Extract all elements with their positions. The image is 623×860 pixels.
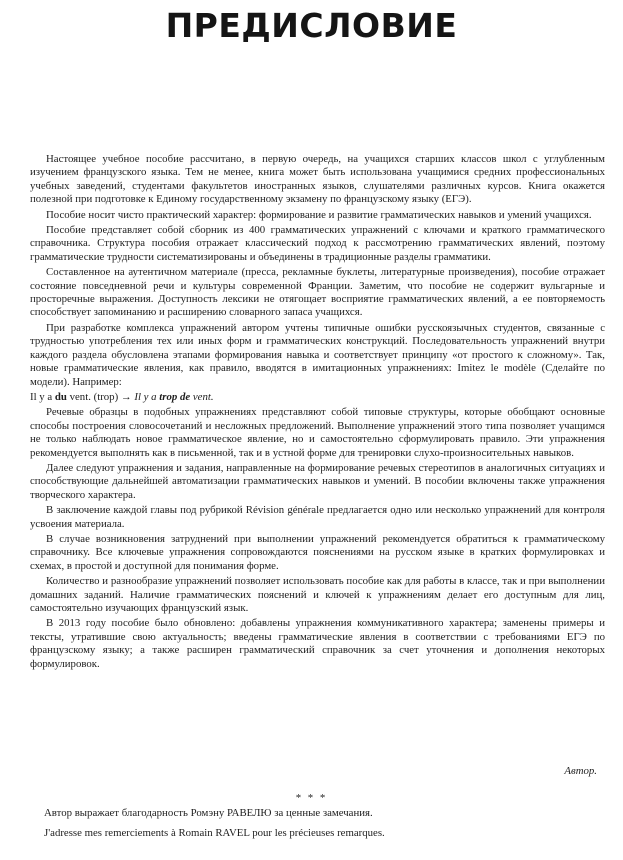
acknowledgement-ru: Автор выражает благодарность Ромэну РАВЕЛЮ за ценные замечания. bbox=[44, 807, 373, 819]
example-text: vent. (trop) → bbox=[66, 390, 135, 403]
paragraph: В случае возникновения затруднений при выполнении упражнений рекомендуется обратиться к грамматическому справочнику. Все ключевые упражнения сопровождаются пояснениями на русском языке в кратких формулировках и схемах, в простой и доступной для понимания форме. bbox=[30, 532, 605, 572]
example-text: Il y a bbox=[30, 390, 55, 403]
paragraph: Пособие представляет собой сборник из 400 грамматических упражнений с ключами и краткого грамматического справочника. Структура пособия отражает классический подход к рассмотрению грамматических явлений, поэтому грамматические трудности систематизированы и объединены в традиционные разделы грамматики. bbox=[30, 224, 605, 263]
paragraph: В заключение каждой главы под рубрикой Révision générale предлагается одно или несколько упражнений для контроля усвоения материала. bbox=[30, 504, 605, 530]
paragraph: Речевые образцы в подобных упражнениях представляют собой типовые структуры, которые обобщают основные способы построения словосочетаний и несложных предложений. Выполнение упражнений этого типа позволяет учащимся не только наблюдать новое грамматическое явление, но и самостоятельно сформулировать правило. Эти упражнения рекомендуется выполнять как в письменной, так и в устной форме для тренировки слухо-произносительных навыков. bbox=[30, 406, 605, 459]
example-bold: du bbox=[54, 390, 67, 403]
paragraph: Настоящее учебное пособие рассчитано, в первую очередь, на учащихся старших классов школ с углубленным изучением французского языка. Тем не менее, книга может быть использована учащимися средних профессиональных учебных заведений, студентами факультетов иностранных языков, слушателями различных курсов. Книга окажется полезной при подготовке к Единому государственному экзамену по французскому языку (ЕГЭ). bbox=[30, 153, 605, 206]
example-sentence bbox=[30, 391, 605, 404]
paragraph: Пособие носит чисто практический характер: формирование и развитие грамматических навыков и умений учащихся. bbox=[46, 208, 592, 221]
paragraph: В 2013 году пособие было обновлено: добавлены упражнения коммуникативного характера; заменены примеры и тексты, утратившие свою актуальность; введены грамматические явления в соответствии с требованиями ЕГЭ по французскому языку; а также расширен грамматический справочник за счет уточнения и дополнения некоторых формулировок. bbox=[30, 617, 605, 670]
example-italic: Il y a bbox=[134, 390, 160, 403]
paragraph: Составленное на аутентичном материале (пресса, рекламные буклеты, литературные произведения), пособие отражает состояние повседневной речи и культуры современной Франции. Заметим, что пособие не содержит вульгарные и просторечные выражения. Доступность лексики не отягощает восприятие грамматических явлений, а ее повторяемость способствует запоминанию и расширению словарного запаса учащихся. bbox=[30, 266, 605, 319]
author-signature: Автор. bbox=[564, 765, 597, 777]
paragraph: При разработке комплекса упражнений автором учтены типичные ошибки русскоязычных студентов, связанные с трудностью употребления тех или иных форм и грамматических конструкций. Последовательность упражнений внутри каждого раздела обусловлена этапами формирования навыка и соответствует принципу «от простого к сложному». Так, новые грамматические явления, как правило, вводятся в имитационных упражнениях: Imitez le modèle (Сделайте по модели). Например: bbox=[30, 321, 605, 388]
example-bold-italic: trop de bbox=[159, 390, 191, 403]
preface-body bbox=[30, 153, 605, 673]
example-italic: vent. bbox=[190, 390, 214, 403]
page-title: ПРЕДИСЛОВИЕ bbox=[165, 6, 458, 45]
paragraph: Далее следуют упражнения и задания, направленные на формирование речевых стереотипов в аналогичных ситуациях и способствующие дальнейшей автоматизации грамматических навыков и умений. В пособии включены также упражнения творческого характера. bbox=[30, 461, 605, 501]
section-divider: * * * bbox=[295, 792, 328, 804]
acknowledgement-fr: J'adresse mes remerciements à Romain RAVEL pour les précieuses remarques. bbox=[44, 827, 385, 839]
paragraph: Количество и разнообразие упражнений позволяет использовать пособие как для работы в классе, так и при выполнении домашних заданий. Наличие грамматических пояснений и ключей к упражнениям делает его доступным для лиц, самостоятельно изучающих французский язык. bbox=[30, 575, 605, 614]
